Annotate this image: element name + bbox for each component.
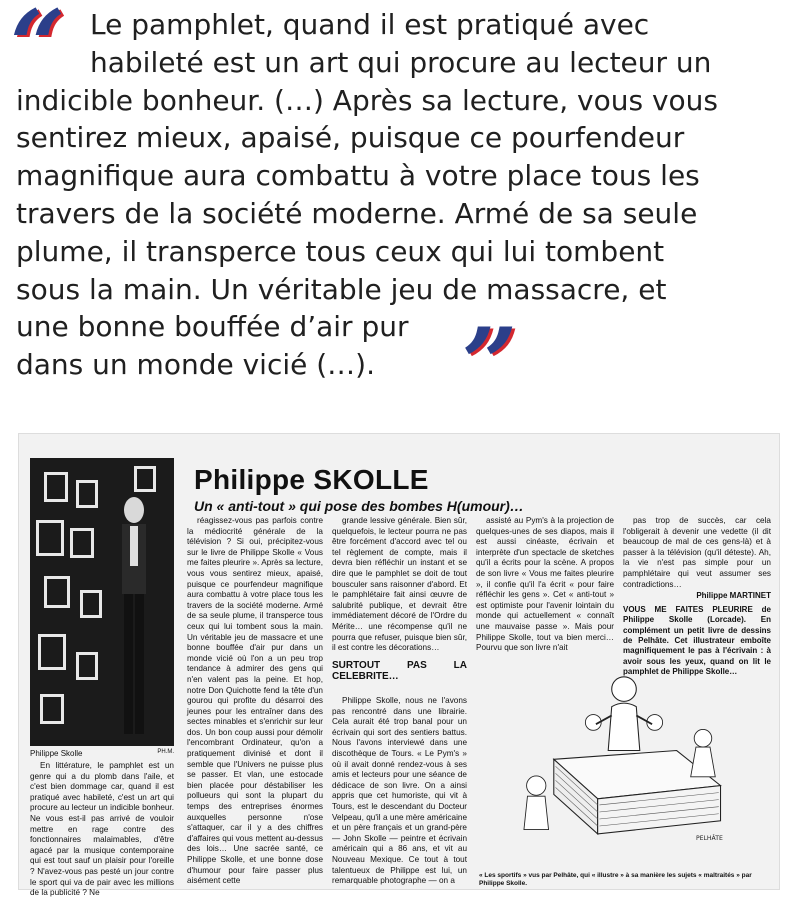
cartoon-caption: « Les sportifs » vus par Pelhâte, qui « illustre » à sa manière les sujets « maltraités » par Philippe Skolle. <box>479 872 752 887</box>
article-column-4: assisté au Pym's à la projection de quelques-unes de ses diapos, mais il est aussi cinéaste, écrivain et interprète d'un spectacle de sketches qu'il a écrits pour la scène. A propos de son livre « Vous me faites pleurire », il confie qu'il l'a écrit « pour faire réfléchir les gens ». Cet « anti-tout » est optimiste pour l'avenir lointain du monde qui actuellement « connaît une mauvaise passe ». Mais pour Philippe Skolle, tout va bien merci… Pourvu que son livre n'ait <box>476 516 614 653</box>
article-column-3-continued: Philippe Skolle, nous ne l'avons pas rencontré dans une librairie. Cela aurait été trop banal pour un écrivain qui sort des sentiers battus. Nous l'avons interviewé dans une discothèque de Tours. « Le Pym's » où il avait donné rendez-vous à ses amis et lecteurs pour une séance de dédicace de son livre. On a ainsi appris que cet humoriste, qui vit à Tours, est le descendant du Docteur Velpeau, qu'il a une mère américaine et un père français et un grand-père — John Skolle — peintre et écrivain américain qui a 86 ans, et vit au Nouveau Mexique. Ce tout à tout talentueux de Philippe est lui, un remarquable photographe — on a <box>332 696 467 886</box>
photo-caption: Philippe Skolle PH.M. <box>30 749 174 758</box>
article-column-5: pas trop de succès, car cela l'obligerait à devenir une vedette (il dit beaucoup de mal de ces gens-là) et à passer à la télévision (qu'il déteste). Ah, la vie n'est pas simple pour un pamphlétaire qui veut assumer ses contradictions… Philippe MARTINET VOUS ME FAITES PLEURIRE de Philippe Skolle (Lorcade). En complément un petit livre de dessins de Pelhâte. Cet illustrateur emboîte magnifiquement le pas à l'écrivain : à avoir sous les yeux, quand on lit le pamphlet de Philippe Skolle… <box>623 516 771 677</box>
quote-line: sous la main. Un véritable jeu de massacre, et <box>16 272 667 306</box>
quote-line: habileté est un art qui procure au lecteur un <box>90 45 712 79</box>
article-subhead: Un « anti-tout » qui pose des bombes H(umour)… <box>194 498 524 514</box>
person-silhouette-icon <box>114 496 154 746</box>
article-column-1: En littérature, le pamphlet est un genre qui a du plomb dans l'aile, et c'est bien dommage car, quand il est pratiqué avec habileté, c'est un art qui procure au lecteur un indicible bonheur. Ne vous est-il pas arrivé de vouloir mettre en rage contre des fonctionnaires malaimables, d'être agacé par la musique contemporaine qui est tout sauf un plaisir pour l'oreille ? N'avez-vous pas pesté un jour contre le sport qui va de pair avec les millions de la publicité ? Ne <box>30 761 174 898</box>
cartoon-illustration <box>479 654 769 869</box>
svg-text:PELHÂTE: PELHÂTE <box>695 835 723 843</box>
quote-text <box>16 6 796 384</box>
quote-line: dans un monde vicié (…). <box>16 348 376 382</box>
author-byline: Philippe MARTINET <box>696 591 771 601</box>
quote-line: magnifique aura combattu à votre place tous les <box>16 159 700 193</box>
quote-line: plume, il transperce tous ceux qui lui tombent <box>16 234 665 268</box>
author-photo <box>30 458 174 746</box>
pull-quote <box>0 0 800 420</box>
photo-credit: PH.M. <box>157 749 174 755</box>
close-quote-mark-icon: ” <box>462 307 518 420</box>
quote-line: une bonne bouffée d’air pur <box>16 310 409 344</box>
book-review-note: VOUS ME FAITES PLEURIRE de Philippe Skolle (Lorcade). En complément un petit livre de dessins de Pelhâte. Cet illustrateur emboîte magnifiquement le pas à l'écrivain : à avoir sous les yeux, quand on lit le pamphlet de Philippe Skolle… <box>623 604 771 677</box>
newspaper-clipping <box>18 433 780 898</box>
section-title: SURTOUT PAS LA CELEBRITE… <box>332 659 467 682</box>
quote-line: indicible bonheur. (…) Après sa lecture, vous vous <box>16 83 718 117</box>
quote-line: travers de la société moderne. Armé de sa seule <box>16 196 698 230</box>
article-headline: Philippe SKOLLE <box>194 464 429 495</box>
article-column-3: grande lessive générale. Bien sûr, quelquefois, le lecteur pourra ne pas être forcément d'accord avec tel ou tel règlement de compte, mais il devra bien réfléchir un instant et se dire que le pamphlet se doit de tout bousculer sans raisonner d'abord. Et le pamphlétaire fait ainsi œuvre de salubrité publique, et devrait être immédiatement décoré de l'Ordre du Mérite… une récompense qu'il ne pourra que refuser, puisque bien sûr, il est contre les décorations… SURTOUT PAS LA CELEBRITE… <box>332 516 467 682</box>
article-column-2: réagissez-vous pas parfois contre la médiocrité générale de la télévision ? Si oui, précipitez-vous sur le livre de Philippe Skolle « Vous me faites pleurire ». Après sa lecture, vous vous sentirez mieux, apaisé, puisque ce pourfendeur magnifique aura combattu à votre place tous les travers de la société moderne. Armé de sa seule plume, il transperce tous ceux qui lui tombent sous la main. Un véritable jeu de massacre et une bonne bouffée d'air pur dans un monde vicié où l'on a un peu trop tendance à admirer des gens qui n'en valent pas la peine. Et hop, notre Don Quichotte fend la tête d'un gourou qui profite du désarroi des jeunes pour les entraîner dans des sectes minables et s'enrichir sur leur dos. Un bon coup aussi pour démolir l'encombrant Ordinateur, qu'on a pratiquement divinisé et dont il semble que l'Univers ne puisse plus se passer. Et vlan, une estocade bien placée pour déstabiliser les pollueurs qui sont la plupart du temps des entreprises énormes auxquelles personne n'ose s'attaquer, car il y a des chiffres d'affaires qui vous mettent au-dessus des lois… Une sacrée santé, ce Philippe Skolle, et une bonne dose d'humour pour faire passer plus aisément cette <box>187 516 323 886</box>
quote-line: Le pamphlet, quand il est pratiqué avec <box>90 8 650 41</box>
quote-line: sentirez mieux, apaisé, puisque ce pourfendeur <box>16 121 685 155</box>
open-quote-mark-icon: “ <box>10 0 66 102</box>
